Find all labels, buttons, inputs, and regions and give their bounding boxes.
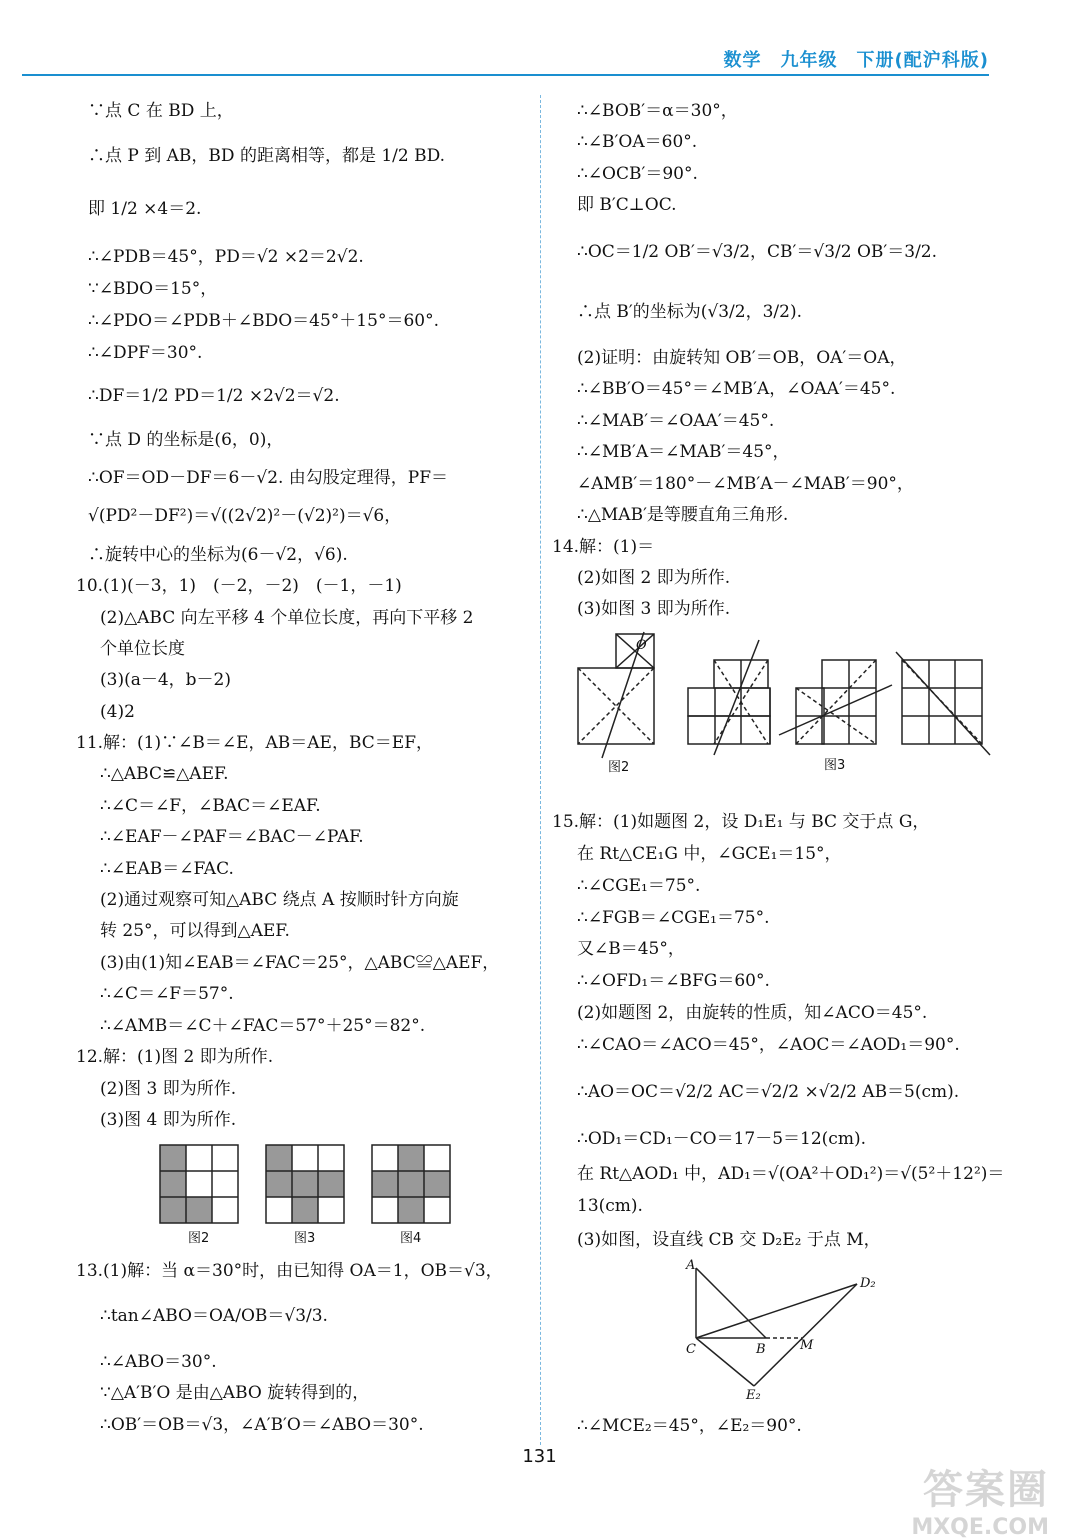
- text-line: (3)图 4 即为所作.: [100, 1110, 237, 1130]
- grid-fig3: [266, 1145, 344, 1223]
- label-e2: E₂: [746, 1388, 761, 1403]
- text-line: (2)通过观察可知△ABC 绕点 A 按顺时针方向旋: [100, 890, 459, 910]
- text-line: (3)如图，设直线 CB 交 D₂E₂ 于点 M，: [577, 1230, 881, 1250]
- text-line: ∴DF＝1/2 PD＝1/2 ×2√2＝√2.: [88, 386, 340, 406]
- text-line: ∴AO＝OC＝√2/2 AC＝√2/2 ×√2/2 AB＝5(cm).: [577, 1082, 960, 1102]
- watermark-url: MXQE.COM: [911, 1515, 1049, 1540]
- text-line: 12.解：(1)图 2 即为所作.: [76, 1047, 274, 1067]
- text-line: ∴∠PDO＝∠PDB＋∠BDO＝45°＋15°＝60°.: [88, 311, 439, 331]
- caption-fig2: 图2: [608, 760, 630, 775]
- text-line: ∴OB′＝OB＝√3，∠A′B′O＝∠ABO＝30°.: [100, 1415, 424, 1435]
- text-line: (3)如图 3 即为所作.: [577, 599, 731, 619]
- text-line: ∴点 P 到 AB，BD 的距离相等，都是 1/2 BD.: [88, 146, 446, 166]
- caption-fig3: 图3: [824, 758, 846, 773]
- text-line: (3)(a－4，b－2): [100, 670, 231, 690]
- text-line: √(PD²－DF²)＝√((2√2)²－(√2)²)＝√6，: [88, 506, 402, 526]
- figure-q15: [682, 1258, 882, 1408]
- fig14-right-a: [779, 660, 892, 744]
- text-line: ∴∠MCE₂＝45°，∠E₂＝90°.: [577, 1416, 802, 1436]
- text-line: ∴∠EAF－∠PAF＝∠BAC－∠PAF.: [100, 827, 364, 847]
- text-line: ∴∠MAB′＝∠OAA′＝45°.: [577, 411, 775, 431]
- label-a: A: [686, 1258, 696, 1273]
- text-line: ∴点 B′的坐标为(√3/2，3/2).: [577, 302, 802, 322]
- figure-q14: [574, 630, 994, 780]
- text-line: ∴∠BOB′＝α＝30°，: [577, 101, 738, 121]
- text-line: ∴旋转中心的坐标为(6－√2，√6).: [88, 545, 348, 565]
- label-m: M: [800, 1338, 814, 1353]
- text-line: ∴∠EAB＝∠FAC.: [100, 859, 234, 879]
- text-line: 转 25°，可以得到△AEF.: [100, 921, 290, 941]
- text-line: 在 Rt△AOD₁ 中，AD₁＝√(OA²＋OD₁²)＝√(5²＋12²)＝: [577, 1164, 1005, 1184]
- text-line: (3)由(1)知∠EAB＝∠FAC＝25°，△ABC≌△AEF，: [100, 953, 500, 973]
- text-line: (2)△ABC 向左平移 4 个单位长度，再向下平移 2: [100, 608, 474, 628]
- text-line: ∴△MAB′是等腰直角三角形.: [577, 505, 789, 525]
- text-line: ∴OC＝1/2 OB′＝√3/2，CB′＝√3/2 OB′＝3/2.: [577, 242, 938, 262]
- text-line: 15.解：(1)如题图 2，设 D₁E₁ 与 BC 交于点 G，: [552, 812, 930, 832]
- text-line: ∴∠FGB＝∠CGE₁＝75°.: [577, 908, 770, 928]
- grid-fig2: [160, 1145, 238, 1223]
- text-line: ∴tan∠ABO＝OA/OB＝√3/3.: [100, 1306, 328, 1326]
- text-line: ∵点 D 的坐标是(6，0)，: [88, 430, 284, 450]
- text-line: ∵△A′B′O 是由△ABO 旋转得到的，: [100, 1383, 370, 1403]
- watermark-text: 答案圈: [923, 1467, 1049, 1513]
- text-line: 13.(1)解：当 α＝30°时，由已知得 OA＝1，OB＝√3，: [76, 1261, 503, 1281]
- triangle-figure: [682, 1258, 882, 1408]
- text-line: ∴∠C＝∠F＝57°.: [100, 984, 234, 1004]
- text-line: ∴∠AMB＝∠C＋∠FAC＝57°＋25°＝82°.: [100, 1016, 426, 1036]
- text-line: ∴OD₁＝CD₁－CO＝17－5＝12(cm).: [577, 1129, 866, 1149]
- text-line: (2)如题图 2，由旋转的性质，知∠ACO＝45°.: [577, 1003, 928, 1023]
- text-line: ∴∠CAO＝∠ACO＝45°，∠AOC＝∠AOD₁＝90°.: [577, 1035, 960, 1055]
- text-line: 10.(1)(－3，1) (－2，－2) (－1，－1): [76, 576, 402, 596]
- label-d2: D₂: [860, 1276, 876, 1291]
- caption-fig2: 图2: [188, 1231, 210, 1246]
- text-line: ∴△ABC≌△AEF.: [100, 764, 229, 784]
- page-number: 131: [522, 1446, 557, 1467]
- text-line: 又∠B＝45°，: [577, 939, 685, 959]
- label-b: B: [756, 1342, 766, 1357]
- text-line: 个单位长度: [100, 639, 185, 659]
- text-line: ∴∠DPF＝30°.: [88, 343, 203, 363]
- text-line: ∵点 C 在 BD 上，: [88, 101, 234, 121]
- label-c: C: [686, 1342, 696, 1357]
- text-line: (2)证明：由旋转知 OB′＝OB，OA′＝OA，: [577, 348, 907, 368]
- text-line: ∴∠BB′O＝45°＝∠MB′A，∠OAA′＝45°.: [577, 379, 896, 399]
- header-title: 数学 九年级 下册(配沪科版): [723, 50, 989, 71]
- text-line: 14.解：(1)＝: [552, 537, 655, 557]
- fig14-right-b: [896, 652, 990, 755]
- text-line: ∴∠OCB′＝90°.: [577, 164, 698, 184]
- text-line: 在 Rt△CE₁G 中，∠GCE₁＝15°，: [577, 844, 842, 864]
- text-line: ∴∠PDB＝45°，PD＝√2 ×2＝2√2.: [88, 247, 364, 267]
- text-line: ∴OF＝OD－DF＝6－√2. 由勾股定理得，PF＝: [88, 468, 449, 488]
- grid-fig4: [372, 1145, 450, 1223]
- watermark-logo: [899, 1458, 1049, 1540]
- text-line: 即 1/2 ×4＝2.: [88, 199, 202, 219]
- text-line: 13(cm).: [577, 1196, 643, 1216]
- text-line: ∴∠CGE₁＝75°.: [577, 876, 701, 896]
- text-line: 11.解：(1)∵∠B＝∠E，AB＝AE，BC＝EF，: [76, 733, 433, 753]
- text-line: ∴∠OFD₁＝∠BFG＝60°.: [577, 971, 770, 991]
- page-header: [0, 0, 1079, 80]
- text-line: 即 B′C⊥OC.: [577, 195, 677, 215]
- text-line: ∠AMB′＝180°－∠MB′A－∠MAB′＝90°，: [577, 474, 914, 494]
- figure-q12: [158, 1143, 458, 1246]
- fig14-mid: [688, 640, 770, 755]
- column-divider: [540, 95, 541, 1445]
- caption-fig4: 图4: [400, 1231, 422, 1246]
- text-line: (4)2: [100, 702, 135, 722]
- text-line: ∴∠B′OA＝60°.: [577, 132, 698, 152]
- text-line: (2)如图 2 即为所作.: [577, 568, 731, 588]
- text-line: ∴∠ABO＝30°.: [100, 1352, 217, 1372]
- label-o: O: [636, 638, 647, 653]
- caption-fig3: 图3: [294, 1231, 316, 1246]
- text-line: ∴∠C＝∠F，∠BAC＝∠EAF.: [100, 796, 321, 816]
- text-line: (2)图 3 即为所作.: [100, 1079, 237, 1099]
- text-line: ∴∠MB′A＝∠MAB′＝45°，: [577, 442, 790, 462]
- text-line: ∵∠BDO＝15°，: [88, 279, 218, 299]
- header-rule: [22, 74, 989, 76]
